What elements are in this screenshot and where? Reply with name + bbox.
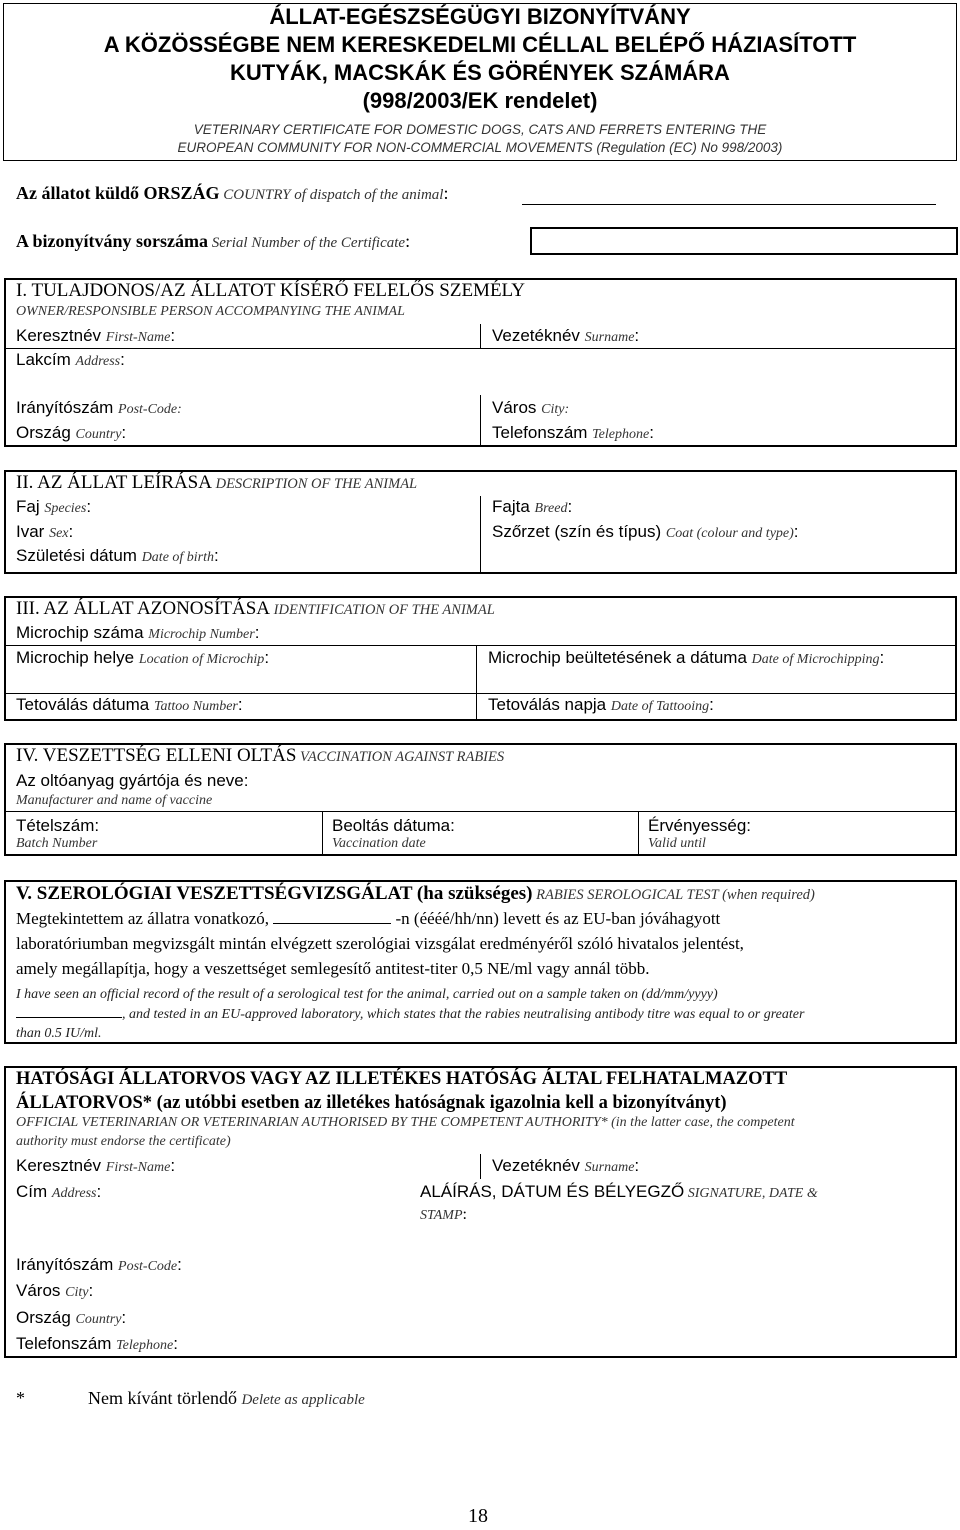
serology-text-hu: Megtekintettem az állatra vonatkozó, -n (éééé/hh/nn) levett és az EU-ban jóváhagyott laboratóriumban megvizsgált mintán elvégzett szerológiai vizsgálat eredményéről szóló hivatalos jelentést, amely megállapítja, hogy a veszettséget semlegesítő antitest-titer 0,5 NE/ml vagy annál több. (16, 909, 744, 978)
batch-number-en: Batch Number (16, 836, 98, 851)
breed-field[interactable]: Fajta Breed: (492, 497, 573, 516)
sample-date-en-field[interactable] (16, 1004, 122, 1018)
owner-surname-field[interactable]: Vezetéknév Surname: (492, 326, 640, 345)
vet-postcode-field[interactable]: Irányítószám Post-Code: (16, 1255, 182, 1274)
batch-number-field[interactable]: Tételszám: (16, 816, 100, 835)
owner-postcode-field[interactable]: Irányítószám Post-Code: (16, 398, 182, 417)
vaccination-date-en: Vaccination date (332, 836, 426, 851)
title-line-4: (998/2003/EK rendelet) (362, 88, 598, 113)
country-of-dispatch-label: Az állatot küldő ORSZÁG COUNTRY of dispatch of the animal: (16, 183, 449, 203)
serology-text-en: I have seen an official record of the result of a serological test for the animal, carried out on a sample taken on (dd/mm/yyyy) , and tested in an EU-approved laboratory, which states that the rabies neutralising antibody titre was equal to or greater than 0.5 IU/ml. (16, 987, 805, 1041)
vet-country-field[interactable]: Ország Country: (16, 1308, 127, 1327)
owner-address-field[interactable]: Lakcím Address: (16, 350, 125, 369)
section-3-title: III. AZ ÁLLAT AZONOSÍTÁSA IDENTIFICATION OF THE ANIMAL (16, 598, 495, 619)
sample-date-field[interactable] (273, 907, 391, 924)
section-1-title: I. TULAJDONOS/AZ ÁLLATOT KÍSÉRŐ FELELŐS SZEMÉLY (16, 280, 525, 301)
section-2-divider (480, 496, 481, 574)
section-1-divider (480, 324, 481, 348)
serial-number-label: A bizonyítvány sorszáma Serial Number of the Certificate: (16, 231, 411, 251)
section-1-divider-2 (480, 395, 481, 447)
section-2-title: II. AZ ÁLLAT LEÍRÁSA DESCRIPTION OF THE ANIMAL (16, 472, 418, 493)
vet-surname-field[interactable]: Vezetéknév Surname: (492, 1156, 640, 1175)
vet-address-field[interactable]: Cím Address: (16, 1182, 102, 1201)
owner-first-name-field[interactable]: Keresztnév First-Name: (16, 326, 176, 345)
tattoo-number-field[interactable]: Tetoválás dátuma Tattoo Number: (16, 695, 243, 714)
date-of-birth-field[interactable]: Születési dátum Date of birth: (16, 546, 219, 565)
section-6-title-2: ÁLLATORVOS* (az utóbbi esetben az illetékes hatóságnak igazolnia kell a bizonyítványt) (16, 1093, 727, 1113)
page-number: 18 (468, 1505, 488, 1527)
vet-telephone-field[interactable]: Telefonszám Telephone: (16, 1334, 178, 1353)
valid-until-field[interactable]: Érvényesség: (648, 816, 751, 835)
vaccine-manufacturer-en: Manufacturer and name of vaccine (16, 793, 213, 808)
footnote-star: * (16, 1388, 25, 1408)
tattoo-date-field[interactable]: Tetoválás napja Date of Tattooing: (488, 695, 714, 714)
title-line-3: KUTYÁK, MACSKÁK ÉS GÖRÉNYEK SZÁMÁRA (230, 60, 730, 85)
country-of-dispatch-field[interactable] (522, 204, 936, 205)
vaccine-manufacturer-field[interactable]: Az oltóanyag gyártója és neve: (16, 771, 249, 790)
section-6-title-en-1: OFFICIAL VETERINARIAN OR VETERINARIAN AUTHORISED BY THE COMPETENT AUTHORITY* (in the latter case, the competent (16, 1115, 795, 1130)
owner-city-field[interactable]: Város City: (492, 398, 570, 417)
section-4-rule (6, 811, 957, 812)
title-line-2: A KÖZÖSSÉGBE NEM KERESKEDELMI CÉLLAL BELÉPŐ HÁZIASÍTOTT (103, 32, 857, 57)
owner-telephone-field[interactable]: Telefonszám Telephone: (492, 423, 654, 442)
section-6-title-en-2: authority must endorse the certificate) (16, 1134, 231, 1149)
microchip-location-field[interactable]: Microchip helye Location of Microchip: (16, 648, 270, 667)
section-4-divider-2 (638, 811, 639, 856)
serial-number-field[interactable] (530, 227, 958, 255)
section-4-divider-1 (322, 811, 323, 856)
vet-city-field[interactable]: Város City: (16, 1281, 94, 1300)
sex-field[interactable]: Ivar Sex: (16, 522, 74, 541)
owner-country-field[interactable]: Ország Country: (16, 423, 127, 442)
section-1-title-en: OWNER/RESPONSIBLE PERSON ACCOMPANYING THE ANIMAL (16, 304, 405, 319)
title-line-1: ÁLLAT-EGÉSZSÉGÜGYI BIZONYÍTVÁNY (269, 4, 691, 29)
footnote-text: Nem kívánt törlendő Delete as applicable (88, 1388, 365, 1408)
signature-stamp-en: STAMP: (420, 1206, 467, 1223)
section-5-title: V. SZEROLÓGIAI VESZETTSÉGVIZSGÁLAT (ha szükséges) RABIES SEROLOGICAL TEST (when required) (16, 883, 815, 904)
vaccination-date-field[interactable]: Beoltás dátuma: (332, 816, 455, 835)
valid-until-en: Valid until (648, 836, 706, 851)
section-3-rule-2 (6, 693, 957, 694)
section-4-title: IV. VESZETTSÉG ELLENI OLTÁS VACCINATION AGAINST RABIES (16, 745, 505, 766)
microchip-date-field[interactable]: Microchip beültetésének a dátuma Date of Microchipping: (488, 648, 885, 667)
section-6-divider (480, 1154, 481, 1179)
subtitle-line-2: EUROPEAN COMMUNITY FOR NON-COMMERCIAL MOVEMENTS (Regulation (EC) No 998/2003) (177, 140, 783, 155)
section-1-rule (6, 348, 957, 349)
species-field[interactable]: Faj Species: (16, 497, 92, 516)
section-3-divider (476, 645, 477, 721)
section-6-title-1: HATÓSÁGI ÁLLATORVOS VAGY AZ ILLETÉKES HATÓSÁG ÁLTAL FELHATALMAZOTT (16, 1069, 788, 1089)
microchip-number-field[interactable]: Microchip száma Microchip Number: (16, 623, 260, 642)
subtitle-line-1: VETERINARY CERTIFICATE FOR DOMESTIC DOGS, CATS AND FERRETS ENTERING THE (193, 122, 767, 137)
coat-field[interactable]: Szőrzet (szín és típus) Coat (colour and type): (492, 522, 799, 541)
vet-first-name-field[interactable]: Keresztnév First-Name: (16, 1156, 176, 1175)
signature-date-stamp-field[interactable]: ALÁÍRÁS, DÁTUM ÉS BÉLYEGZŐ SIGNATURE, DATE & (420, 1182, 818, 1201)
section-3-rule (6, 645, 957, 646)
